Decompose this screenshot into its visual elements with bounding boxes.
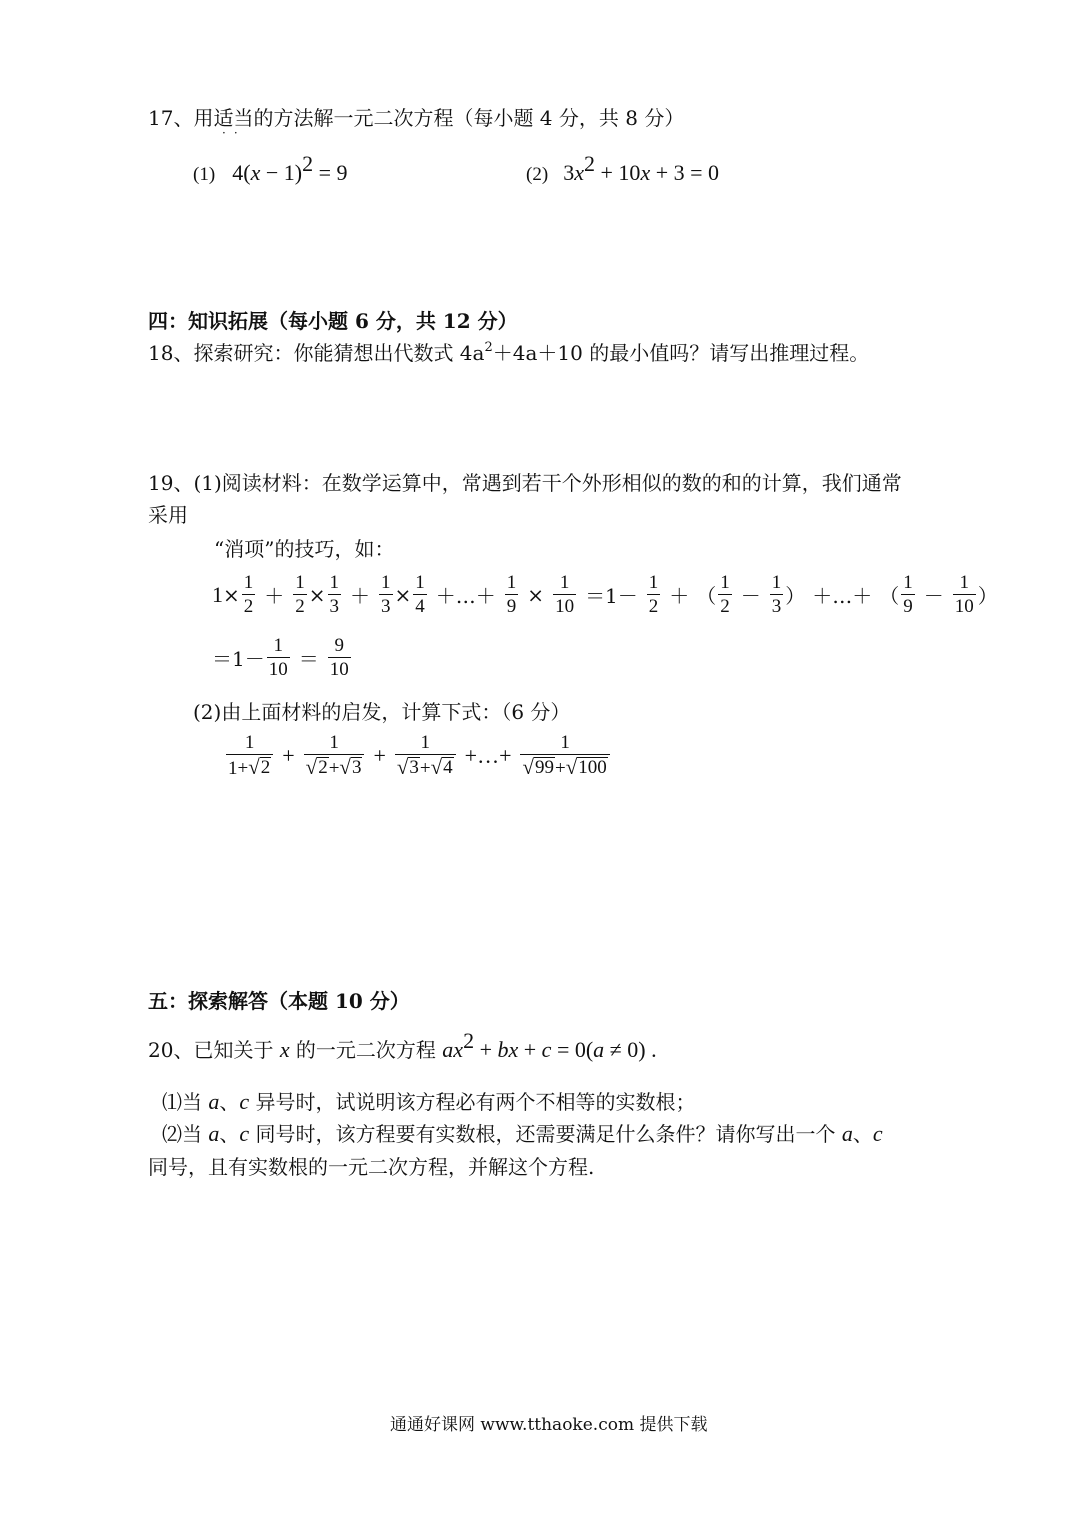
- question-18: [148, 339, 869, 367]
- minus-sign: －: [740, 584, 761, 608]
- q18-text-b: ＋4a＋10 的最小值吗？请写出推理过程。: [492, 341, 870, 365]
- plus-sign: ＋: [669, 584, 690, 608]
- sqrt-100: √ 100: [565, 755, 607, 779]
- q19-line2: 采用: [148, 503, 188, 527]
- fraction-1-2: $\frac{1}{2}$: [648, 572, 659, 617]
- q17-eq1-b: − 1): [260, 160, 303, 185]
- section-5-heading: 五：探索解答（本题 10 分）: [148, 989, 410, 1013]
- fraction-1-4: $\frac{1}{4}$: [415, 572, 425, 617]
- q19-line1: 19、(1)阅读材料：在数学运算中，常遇到若干个外形相似的数的和的计算，我们通常: [148, 471, 902, 495]
- q17-eq2-a: 3: [563, 160, 575, 185]
- ellipsis-plus: +…+: [464, 742, 512, 768]
- fraction-1-10: $\frac{1}{10}$: [555, 572, 575, 617]
- q17-eq2-x2: x: [640, 160, 651, 185]
- fraction-9-10: $\frac{9}{10}$: [329, 635, 349, 680]
- fraction-1-9: $\frac{1}{9}$: [903, 572, 913, 617]
- fraction-1-10: $\frac{1}{10}$: [268, 635, 288, 680]
- sqrt-3: √ 3: [396, 755, 419, 779]
- radical-fraction-2: 1 √ 2 + √ 3: [304, 733, 365, 778]
- fraction-1-3: $\frac{1}{3}$: [329, 572, 340, 617]
- sqrt-3: √ 3: [339, 755, 362, 779]
- q19-radical-sum: [224, 733, 612, 778]
- fraction-1-3: $\frac{1}{3}$: [381, 572, 391, 617]
- plus-sign: ＋: [350, 584, 371, 608]
- q17-part1-label: (1): [193, 164, 216, 185]
- q18-text-a: 18、探索研究：你能猜想出代数式 4a: [148, 341, 485, 365]
- q20-sub2: ⑵当 a、c 同号时，该方程要有实数根，还需要满足什么条件？请你写出一个 a、c: [162, 1121, 883, 1146]
- q17-eq1-c: = 9: [313, 160, 348, 185]
- right-paren: ）: [785, 584, 806, 608]
- q19-line3: “消项”的技巧，如：: [214, 537, 395, 561]
- minus-sign: －: [923, 584, 944, 608]
- fraction-1-2: $\frac{1}{2}$: [720, 572, 730, 617]
- fraction-1-2: $\frac{1}{2}$: [295, 572, 305, 617]
- q20-line1: 20、已知关于 x 的一元二次方程 $ax^2$ + bx + c = 0(a ≠ 0) .: [148, 1028, 657, 1062]
- ellipsis-plus: ＋…＋: [435, 584, 496, 608]
- right-paren: ）: [977, 584, 998, 608]
- sqrt-2: √ 2: [248, 755, 271, 779]
- sqrt-99: √ 99: [522, 755, 555, 779]
- times-sign: ×: [527, 582, 545, 607]
- q19-example-row2: [212, 636, 353, 679]
- ellipsis-plus: ＋…＋: [812, 584, 873, 608]
- q19-part2: (2)由上面材料的启发，计算下式：（6 分）: [193, 700, 571, 724]
- section-4-heading: 四：知识拓展（每小题 6 分，共 12 分）: [148, 309, 518, 333]
- q17-eq1-x: x: [250, 160, 261, 185]
- q18-exp: 2: [484, 340, 493, 355]
- q20-line-last: 同号，且有实数根的一元二次方程，并解这个方程.: [148, 1155, 595, 1179]
- term-one: 1: [212, 581, 223, 607]
- radical-fraction-3: 1 √ 3 + √ 4: [395, 733, 456, 778]
- radical-fraction-1: 1 1+ √ 2: [226, 733, 273, 778]
- q17-eq1-a: 4(: [232, 160, 251, 185]
- q19-example-row1: [212, 573, 998, 616]
- fraction-1-3: $\frac{1}{3}$: [771, 572, 782, 617]
- sqrt-4: √ 4: [430, 755, 453, 779]
- times-sign: ×: [394, 582, 412, 607]
- footer-credit: 通通好课网 www.tthaoke.com 提供下载: [390, 1415, 708, 1435]
- q20-sub1: ⑴当 a、c 异号时，试说明该方程必有两个不相等的实数根；: [162, 1089, 696, 1114]
- fraction-1-10: $\frac{1}{10}$: [954, 572, 974, 617]
- question-17-title: 17、用适当的方法解一元二次方程（每小题 4 分，共 8 分）: [148, 106, 685, 130]
- fraction-1-9: $\frac{1}{9}$: [506, 572, 517, 617]
- q17-part1: [193, 151, 348, 186]
- q17-part2: [526, 151, 720, 186]
- times-sign: ×: [308, 582, 326, 607]
- q17-part2-label: (2): [526, 164, 549, 185]
- plus-sign: +: [373, 742, 386, 768]
- emphasis-dots: ··: [222, 126, 246, 140]
- times-sign: ×: [223, 582, 240, 607]
- equals-sign: ＝: [298, 647, 319, 671]
- plus-sign: ＋: [264, 584, 285, 608]
- fraction-1-2: $\frac{1}{2}$: [243, 572, 254, 617]
- equals-one-minus: ＝1－: [212, 647, 265, 671]
- q17-eq2-x: x: [574, 160, 585, 185]
- sqrt-2: √ 2: [305, 755, 328, 779]
- q17-eq2-b: + 10: [595, 160, 641, 185]
- q17-eq2-exp: 2: [584, 151, 596, 176]
- plus-sign: +: [282, 742, 295, 768]
- left-paren: （: [879, 584, 900, 608]
- q17-eq2-c: + 3 = 0: [650, 160, 720, 185]
- left-paren: （: [696, 584, 717, 608]
- equals-one-minus: ＝1－: [585, 584, 638, 608]
- q17-eq1-exp: 2: [302, 151, 314, 176]
- radical-fraction-last: 1 √ 99 + √ 100: [520, 733, 609, 778]
